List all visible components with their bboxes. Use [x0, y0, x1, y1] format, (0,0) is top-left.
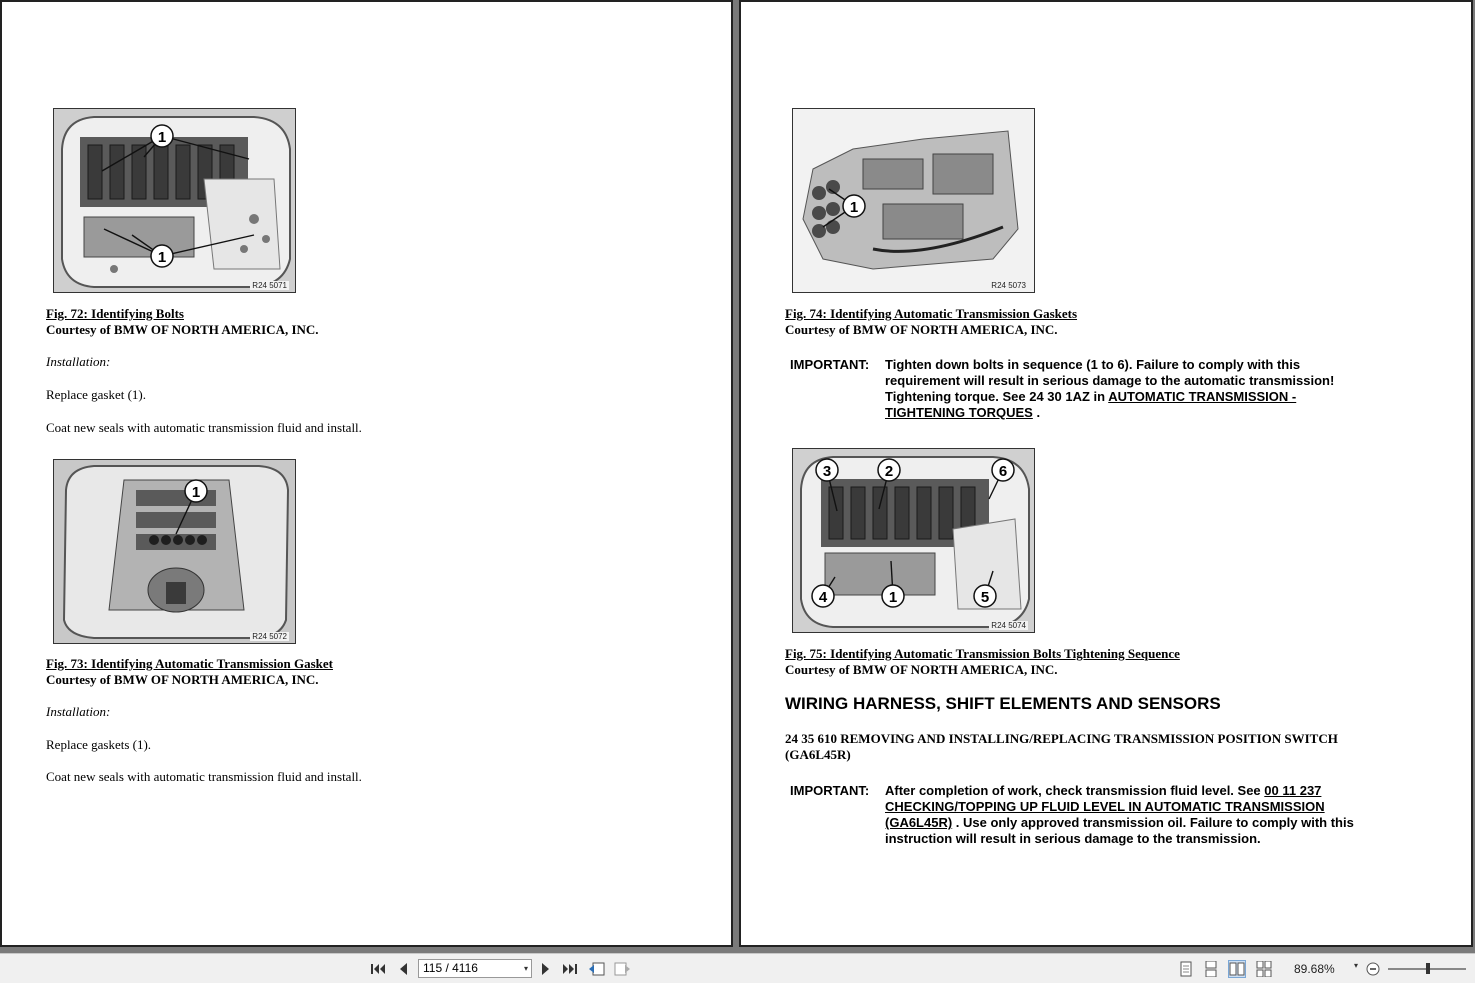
first-page-icon[interactable] — [369, 960, 387, 978]
fig72-callout-2: 1 — [157, 249, 167, 266]
next-page-icon[interactable] — [537, 960, 555, 978]
torque-link-cont[interactable]: TIGHTENING TORQUES — [885, 405, 1033, 420]
important-line: Tightening torque. See 24 30 1AZ in — [885, 389, 1109, 404]
figure-code: R24 5072 — [252, 632, 287, 641]
important-line: Tighten down bolts in sequence (1 to 6). Failure to comply with this — [885, 357, 1301, 372]
figure-code: R24 5073 — [991, 281, 1026, 290]
figure-75-image — [792, 448, 1035, 633]
document-page-left — [0, 0, 733, 947]
zoom-out-icon[interactable] — [1364, 960, 1382, 978]
important-line: instruction will result in serious damage to the transmission. — [885, 831, 1261, 846]
important-label: IMPORTANT: — [790, 357, 870, 372]
important-line: After completion of work, check transmission fluid level. See — [885, 783, 1265, 798]
procedure-title-line: (GA6L45R) — [785, 747, 851, 762]
figure-code: R24 5074 — [991, 621, 1026, 630]
zoom-dropdown-icon[interactable]: ▾ — [1354, 961, 1359, 970]
figure-75-caption: Fig. 75: Identifying Automatic Transmission Bolts Tightening Sequence — [785, 646, 1180, 661]
zoom-level[interactable]: 89.68% — [1294, 962, 1335, 976]
continuous-icon[interactable] — [1202, 960, 1220, 978]
figure-73-caption: Fig. 73: Identifying Automatic Transmission Gasket — [46, 656, 333, 671]
fig74-callout-1: 1 — [849, 199, 859, 216]
fig75-callout-6: 6 — [998, 463, 1008, 480]
fig75-callout-3: 3 — [822, 463, 832, 480]
fig75-callout-4: 4 — [818, 589, 828, 606]
figure-74-courtesy: Courtesy of BMW OF NORTH AMERICA, INC. — [785, 322, 1058, 337]
coat-seals-text-2: Coat new seals with automatic transmission fluid and install. — [46, 769, 362, 784]
torque-link[interactable]: AUTOMATIC TRANSMISSION - — [1108, 389, 1297, 404]
fig75-callout-2: 2 — [884, 463, 894, 480]
important-line: . Use only approved transmission oil. Failure to comply with this — [952, 815, 1354, 830]
installation-label-2: Installation: — [46, 704, 111, 719]
continuous-facing-icon[interactable] — [1255, 960, 1273, 978]
section-heading: WIRING HARNESS, SHIFT ELEMENTS AND SENSORS — [785, 694, 1221, 713]
page-number-input[interactable] — [418, 959, 532, 978]
figure-73-courtesy: Courtesy of BMW OF NORTH AMERICA, INC. — [46, 672, 319, 687]
procedure-title — [785, 731, 1338, 763]
figure-72-courtesy: Courtesy of BMW OF NORTH AMERICA, INC. — [46, 322, 319, 337]
important-note-torque — [790, 357, 1430, 423]
replace-gaskets-text: Replace gaskets (1). — [46, 737, 152, 752]
page-number-value: 115 / 4116 — [423, 961, 478, 975]
fluid-level-link[interactable]: 00 11 237 — [1264, 783, 1322, 798]
important-note-fluid — [790, 783, 1430, 849]
document-page-right — [739, 0, 1473, 947]
facing-icon[interactable] — [1228, 960, 1246, 978]
installation-label-1: Installation: — [46, 354, 111, 369]
fig72-callout-1: 1 — [157, 129, 167, 146]
fig75-callout-5: 5 — [980, 589, 990, 606]
fig75-callout-1: 1 — [888, 589, 898, 606]
figure-74-image — [792, 108, 1035, 293]
figure-75-courtesy: Courtesy of BMW OF NORTH AMERICA, INC. — [785, 662, 1058, 677]
important-label: IMPORTANT: — [790, 783, 870, 798]
zoom-slider-thumb[interactable] — [1426, 963, 1430, 974]
replace-gasket-text: Replace gasket (1). — [46, 387, 146, 402]
figure-73-image — [53, 459, 296, 644]
page-dropdown-icon[interactable]: ▾ — [523, 964, 528, 973]
important-line: requirement will result in serious damage to the automatic transmission! — [885, 373, 1335, 388]
important-line: . — [1032, 405, 1041, 420]
figure-74-caption: Fig. 74: Identifying Automatic Transmission Gaskets — [785, 306, 1078, 321]
previous-view-icon[interactable] — [588, 960, 606, 978]
fig73-callout-1: 1 — [191, 484, 201, 501]
fluid-level-link-cont[interactable]: CHECKING/TOPPING UP FLUID LEVEL IN AUTOMATIC TRANSMISSION — [885, 799, 1325, 814]
single-page-icon[interactable] — [1177, 960, 1195, 978]
coat-seals-text-1: Coat new seals with automatic transmission fluid and install. — [46, 420, 362, 435]
figure-72-image — [53, 108, 296, 293]
procedure-title-line: 24 35 610 REMOVING AND INSTALLING/REPLACING TRANSMISSION POSITION SWITCH — [785, 731, 1338, 746]
prev-page-icon[interactable] — [394, 960, 412, 978]
fluid-level-link-end[interactable]: (GA6L45R) — [885, 815, 953, 830]
last-page-icon[interactable] — [561, 960, 579, 978]
viewer-toolbar — [0, 953, 1475, 983]
next-view-icon[interactable] — [613, 960, 631, 978]
figure-72-caption: Fig. 72: Identifying Bolts — [46, 306, 184, 321]
figure-code: R24 5071 — [252, 281, 287, 290]
